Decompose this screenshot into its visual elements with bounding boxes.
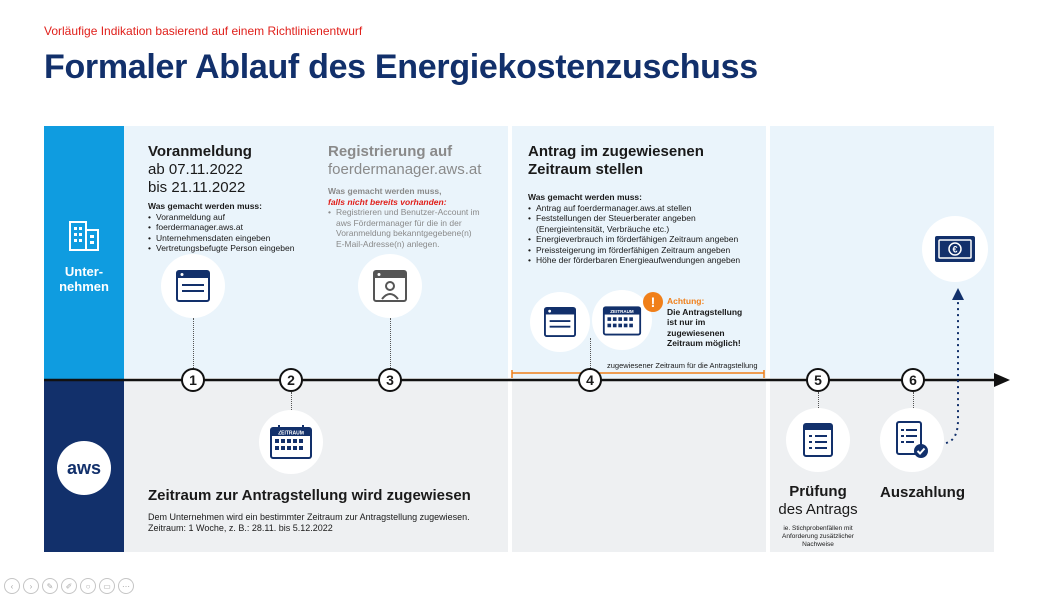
calendar-icon (602, 303, 642, 337)
warning-text: Achtung: Die Antragstellung ist nur im zugewiesenen Zeitraum möglich! (667, 296, 743, 348)
pen-icon[interactable]: ✎ (42, 578, 58, 594)
document-check-icon (892, 420, 932, 460)
checklist-icon-circle (786, 408, 850, 472)
step5-text: Prüfung des Antrags ie. Stichprobenfällen mit Anforderung zusätzlicher Nachweise (778, 483, 858, 548)
euro-banknote-icon (933, 234, 977, 264)
payout-arrow (930, 280, 970, 450)
page-title: Formaler Ablauf des Energiekostenzuschuss (44, 48, 758, 86)
unternehmen-label: Unter- nehmen (59, 264, 109, 294)
connector (590, 338, 591, 368)
more-icon[interactable]: ⋯ (118, 578, 134, 594)
prev-icon[interactable]: ‹ (4, 578, 20, 594)
viewer-toolbar (4, 578, 134, 594)
draft-note: Vorläufige Indikation basierend auf einem Richtlinienentwurf (44, 24, 363, 38)
form-icon (175, 269, 211, 303)
account-icon-circle (358, 254, 422, 318)
step4-number: 4 (578, 368, 602, 392)
edit-icon[interactable]: ✐ (61, 578, 77, 594)
step3-number: 3 (378, 368, 402, 392)
step3-text: Registrierung auf foerdermanager.aws.at Was gemacht werden muss, falls nicht bereits vorhanden: • Registrieren und Benutzer-Account im aws Fördermanager für die in der Voranmeldung bekanntgegebene(n) E-Mail-Adresse(n) anlegen. (328, 143, 508, 249)
step2-text: Zeitraum zur Antragstellung wird zugewiesen Dem Unternehmen wird ein bestimmter Zeitraum zur Antragstellung zugewiesen. Zeitraum: 1 Woche, z. B.: 28.11. bis 5.12.2022 (148, 487, 471, 533)
step5-number: 5 (806, 368, 830, 392)
form-icon (543, 306, 577, 338)
step1-text: Voranmeldung ab 07.11.2022 bis 21.11.2022 Was gemacht werden muss: • Voranmeldung auf • foerdermanager.aws.at • Unternehmensdaten eingeben • Vertretungsbefugte Person eingeben (148, 143, 318, 254)
calendar-label: ZEITRAUM (610, 309, 634, 315)
connector (193, 318, 194, 368)
money-icon-circle (922, 216, 988, 282)
form-icon-circle (530, 292, 590, 352)
building-icon (66, 218, 102, 252)
calendar-label: ZEITRAUM (278, 430, 304, 437)
separator (508, 126, 512, 552)
calendar-icon-circle (259, 410, 323, 474)
range-label: zugewiesener Zeitraum für die Antragstellung (607, 361, 758, 370)
account-icon (372, 269, 408, 303)
step4-text: Antrag im zugewiesenen Zeitraum stellen Was gemacht werden muss: • Antrag auf foerdermanager.aws.at stellen • Feststellungen der Steuerberater angeben (Energieintensität, Verbräuche etc.) • Energieverbrauch im förderfähigen Zeitraum angeben • Preissteigerung im förderfähigen Zeitraum angeben • Höhe der förderbaren Energieaufwendungen angeben (528, 143, 763, 266)
view-icon[interactable]: ▭ (99, 578, 115, 594)
form-icon-circle (161, 254, 225, 318)
step6-title: Auszahlung (880, 484, 965, 501)
next-icon[interactable]: › (23, 578, 39, 594)
warning-icon: ! (643, 292, 663, 312)
calendar-icon (269, 424, 313, 460)
checklist-icon (801, 422, 835, 458)
aws-logo: aws (57, 441, 111, 495)
connector (390, 318, 391, 368)
zoom-icon[interactable]: ○ (80, 578, 96, 594)
unternehmen-side-label (44, 126, 124, 380)
svg-text:€: € (952, 244, 958, 255)
step2-number: 2 (279, 368, 303, 392)
step6-number: 6 (901, 368, 925, 392)
step1-number: 1 (181, 368, 205, 392)
